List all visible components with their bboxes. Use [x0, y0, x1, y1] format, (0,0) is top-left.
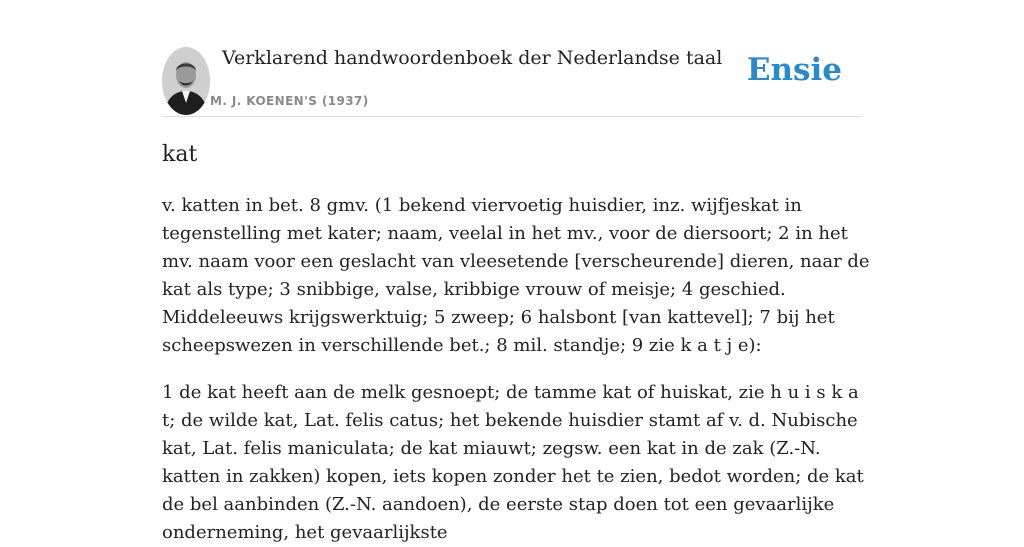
book-title: Verklarend handwoordenboek der Nederlandse taal	[222, 47, 723, 69]
author-portrait-icon	[162, 47, 210, 115]
entry-headword: kat	[162, 142, 198, 167]
ensie-logo-link[interactable]: Ensie	[746, 52, 842, 88]
entry-examples-paragraph: 1 de kat heeft aan de melk gesnoept; de tamme kat of huiskat, zie h u i s k a t; de wilde kat, Lat. felis catus; het bekende huisdier stamt af v. d. Nubische kat, Lat. felis maniculata; de kat miauwt; zegsw. een kat in de zak (Z.-N. katten in zakken) kopen, iets kopen zonder het te zien, bedot worden; de kat de bel aanbinden (Z.-N. aandoen), de eerste stap doen tot een gevaarlijke onderneming, het gevaarlijkste	[162, 382, 864, 543]
book-author-subtitle: M. J. KOENEN'S (1937)	[210, 94, 369, 108]
page-header	[162, 40, 862, 117]
entry-definition-paragraph: v. katten in bet. 8 gmv. (1 bekend viervoetig huisdier, inz. wijfjeskat in tegenstelling met kater; naam, veelal in het mv., voor de diersoort; 2 in het mv. naam voor een geslacht van vleesetende [verscheurende] dieren, naar de kat als type; 3 snibbige, valse, kribbige vrouw of meisje; 4 geschied. Middeleeuws krijgswerktuig; 5 zweep; 6 halsbont [van kattevel]; 7 bij het scheepswezen in verschillende bet.; 8 mil. standje; 9 zie k a t j e):	[162, 195, 870, 356]
